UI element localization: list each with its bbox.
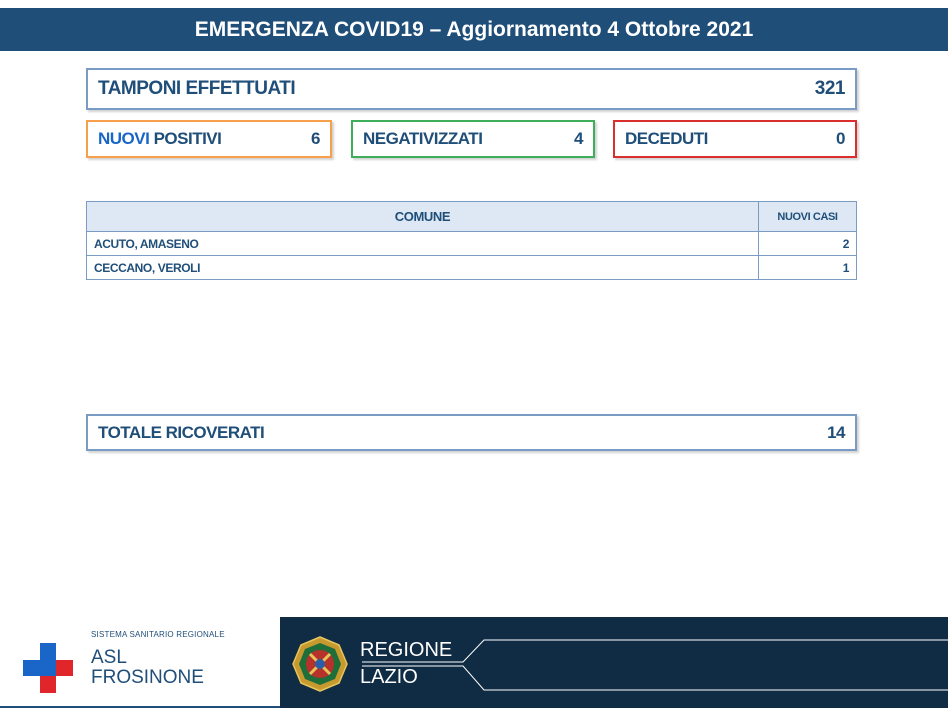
totale-ricoverati-label: TOTALE RICOVERATI — [98, 422, 265, 442]
totale-ricoverati-card — [86, 414, 857, 451]
tamponi-card — [86, 68, 857, 110]
nuovi-positivi-value: 6 — [311, 129, 320, 148]
deceduti-label: DECEDUTI — [625, 129, 708, 148]
asl-frosinone-label: FROSINONE — [91, 667, 204, 688]
negativizzati-card — [351, 120, 595, 158]
asl-label: ASL — [91, 647, 127, 668]
negativizzati-value: 4 — [574, 129, 583, 148]
negativizzati-label: NEGATIVIZZATI — [363, 129, 483, 148]
page-title — [0, 8, 948, 51]
nuovi-positivi-label-accent: NUOVI — [98, 129, 150, 148]
regione-label: REGIONE — [360, 639, 453, 661]
comuni-table — [86, 201, 857, 280]
lazio-label: LAZIO — [360, 666, 418, 688]
table-row — [87, 232, 857, 256]
sistema-sanitario-label: SISTEMA SANITARIO REGIONALE — [91, 630, 225, 639]
table-row — [87, 256, 857, 280]
page-title-text: EMERGENZA COVID19 – Aggiornamento 4 Ottobre 2021 — [194, 17, 754, 41]
table-header-row — [87, 202, 857, 232]
asl-cross-logo-icon — [23, 643, 73, 693]
nuovi-positivi-label-rest: POSITIVI — [149, 129, 222, 148]
table-cell-comune: ACUTO, AMASENO — [87, 232, 759, 256]
tamponi-value: 321 — [814, 78, 845, 99]
table-cell-nuovi-casi: 2 — [759, 232, 857, 256]
regione-lazio-decorative-lines — [356, 634, 948, 696]
tamponi-label: TAMPONI EFFETTUATI — [98, 78, 296, 99]
deceduti-value: 0 — [836, 129, 845, 148]
deceduti-card — [613, 120, 857, 158]
regione-lazio-seal-icon — [292, 636, 348, 692]
nuovi-positivi-label — [98, 129, 221, 149]
column-header-comune: COMUNE — [87, 202, 759, 232]
table-cell-comune: CECCANO, VEROLI — [87, 256, 759, 280]
totale-ricoverati-value: 14 — [827, 422, 845, 442]
nuovi-positivi-card — [86, 120, 332, 158]
table-cell-nuovi-casi: 1 — [759, 256, 857, 280]
column-header-nuovi-casi: NUOVI CASI — [759, 202, 857, 232]
